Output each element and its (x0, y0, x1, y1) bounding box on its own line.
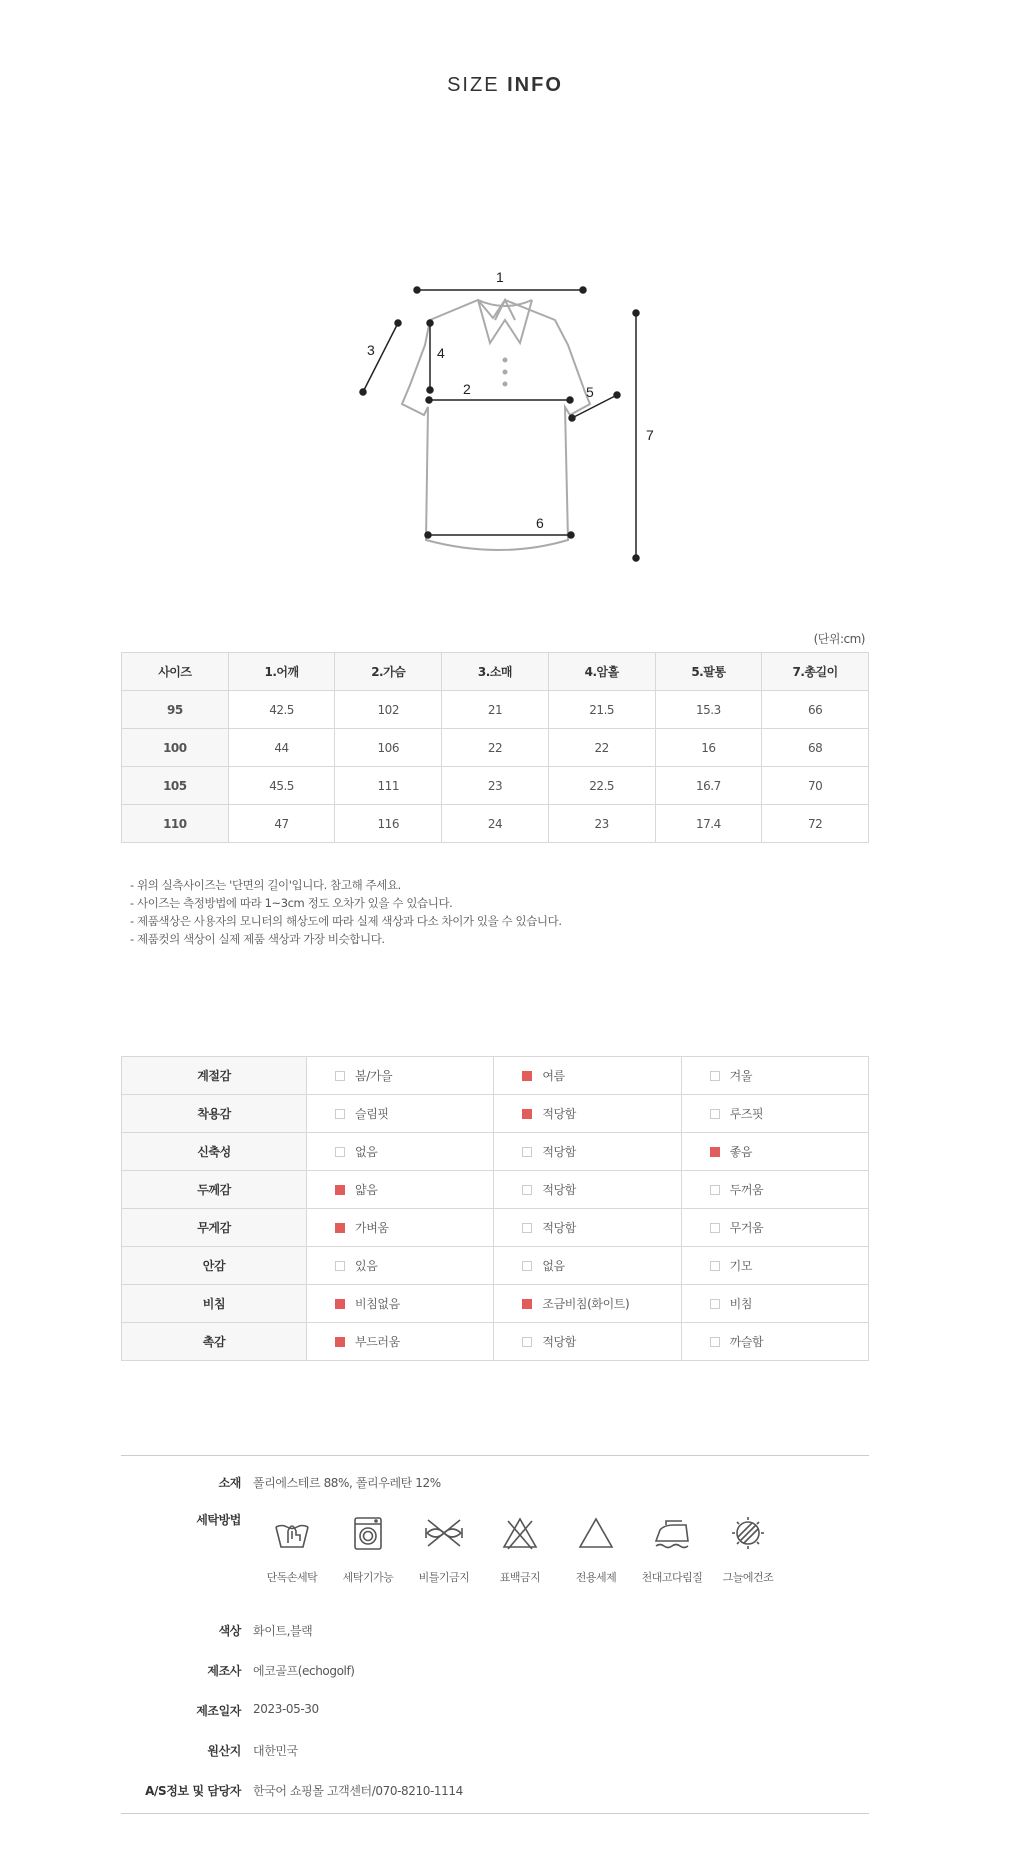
option-label: 가벼움 (355, 1221, 389, 1235)
attribute-name: 무게감 (122, 1209, 307, 1247)
option-label: 겨울 (729, 1069, 753, 1083)
armhole-header: 4.암홀 (548, 653, 655, 691)
attribute-name: 신축성 (122, 1133, 307, 1171)
measurement-cell: 45.5 (228, 767, 335, 805)
size-header: 사이즈 (122, 653, 229, 691)
unchecked-box-icon (522, 1185, 532, 1195)
attribute-row (122, 1285, 869, 1323)
note: - 사이즈는 측정방법에 따라 1~3cm 정도 오차가 있을 수 있습니다. (130, 896, 453, 910)
size-notes (130, 876, 562, 948)
unchecked-box-icon (710, 1299, 720, 1309)
attribute-option (681, 1095, 868, 1133)
label-1: 1 (496, 269, 504, 285)
sleeve-header: 3.소매 (442, 653, 549, 691)
measurement-cell: 22 (442, 729, 549, 767)
attribute-table (121, 1056, 869, 1361)
attribute-row (122, 1133, 869, 1171)
sleeve-width-header: 5.팔통 (655, 653, 762, 691)
measurement-cell: 16 (655, 729, 762, 767)
attribute-name: 촉감 (122, 1323, 307, 1361)
washing-label: 세탁방법 (196, 1513, 241, 1527)
attribute-option (307, 1247, 494, 1285)
option-label: 적당함 (542, 1221, 576, 1235)
measurement-cell: 66 (762, 691, 869, 729)
page-title (0, 74, 1010, 97)
attribute-row (122, 1323, 869, 1361)
material-label: 소재 (218, 1476, 241, 1490)
attribute-option (494, 1057, 681, 1095)
shirt-measurement-diagram (355, 262, 655, 572)
unchecked-box-icon (522, 1223, 532, 1233)
checked-box-icon (522, 1299, 532, 1309)
option-label: 두꺼움 (729, 1183, 764, 1197)
measurement-cell: 68 (762, 729, 869, 767)
option-label: 적당함 (542, 1183, 576, 1197)
attribute-row (122, 1209, 869, 1247)
option-label: 비침없음 (355, 1297, 400, 1311)
shade-dry-icon (728, 1513, 768, 1553)
color-value: 화이트,블랙 (253, 1624, 313, 1638)
attribute-option (494, 1209, 681, 1247)
measurement-cell: 16.7 (655, 767, 762, 805)
measurement-cell: 47 (228, 805, 335, 843)
size-table (121, 652, 869, 843)
attribute-option (681, 1247, 868, 1285)
chest-header: 2.가슴 (335, 653, 442, 691)
attribute-name: 두께감 (122, 1171, 307, 1209)
option-label: 얇음 (355, 1183, 378, 1197)
option-label: 적당함 (542, 1335, 576, 1349)
neutral-detergent-icon (576, 1513, 616, 1553)
buttons (503, 358, 508, 387)
attribute-option (681, 1171, 868, 1209)
label-4: 4 (437, 345, 445, 361)
option-label: 없음 (355, 1145, 378, 1159)
size-value: 95 (122, 691, 229, 729)
attribute-name: 계절감 (122, 1057, 307, 1095)
unchecked-box-icon (710, 1185, 720, 1195)
size-value: 110 (122, 805, 229, 843)
wash-item (478, 1513, 562, 1585)
unchecked-box-icon (710, 1223, 720, 1233)
wash-item (554, 1513, 638, 1585)
measurement-cell: 22 (548, 729, 655, 767)
wash-item (402, 1513, 486, 1585)
option-label: 조금비침(화이트) (542, 1297, 630, 1311)
material-value: 폴리에스테르 88%, 폴리우레탄 12% (253, 1476, 441, 1490)
option-label: 비침 (729, 1297, 753, 1311)
measurement-cell: 17.4 (655, 805, 762, 843)
title-size: SIZE (447, 74, 500, 96)
note: - 제품색상은 사용자의 모니터의 해상도에 따라 실제 색상과 다소 차이가 있을 수 있습니다. (130, 914, 562, 928)
measurement-cell: 21 (442, 691, 549, 729)
measurement-cell: 15.3 (655, 691, 762, 729)
unchecked-box-icon (335, 1147, 345, 1157)
size-row (122, 767, 869, 805)
option-label: 기모 (729, 1259, 753, 1273)
measurement-cell: 44 (228, 729, 335, 767)
as-value: 한국어 쇼핑몰 고객센터/070-8210-1114 (253, 1784, 463, 1798)
unit-label: (단위:cm) (813, 632, 865, 646)
unchecked-box-icon (335, 1109, 345, 1119)
as-label: A/S정보 및 담당자 (145, 1784, 241, 1798)
option-label: 적당함 (542, 1107, 576, 1121)
measurement-cell: 106 (335, 729, 442, 767)
no-bleach-icon (500, 1513, 540, 1553)
checked-box-icon (335, 1299, 345, 1309)
measurement-cell: 116 (335, 805, 442, 843)
label-6: 6 (536, 515, 544, 531)
washing-machine-icon (348, 1513, 388, 1553)
attribute-option (681, 1133, 868, 1171)
checked-box-icon (522, 1109, 532, 1119)
checked-box-icon (522, 1071, 532, 1081)
shoulder-header: 1.어깨 (228, 653, 335, 691)
attribute-name: 착용감 (122, 1095, 307, 1133)
attribute-option (307, 1171, 494, 1209)
option-label: 부드러움 (355, 1335, 400, 1349)
option-label: 없음 (542, 1259, 565, 1273)
option-label: 여름 (542, 1069, 565, 1083)
note: - 위의 실측사이즈는 '단면의 길이'입니다. 참고해 주세요. (130, 878, 401, 892)
size-value: 100 (122, 729, 229, 767)
label-2: 2 (463, 381, 471, 397)
origin-label: 원산지 (207, 1744, 241, 1758)
date-value: 2023-05-30 (253, 1702, 319, 1716)
option-label: 루즈핏 (729, 1107, 764, 1121)
attribute-name: 비침 (122, 1285, 307, 1323)
attribute-option (307, 1095, 494, 1133)
unchecked-box-icon (335, 1261, 345, 1271)
measurement-cell: 23 (442, 767, 549, 805)
attribute-row (122, 1247, 869, 1285)
option-label: 있음 (355, 1259, 378, 1273)
wash-label: 그늘에건조 (722, 1571, 774, 1584)
size-row (122, 805, 869, 843)
color-label: 색상 (218, 1624, 241, 1638)
low-iron-icon (652, 1513, 692, 1553)
unchecked-box-icon (335, 1071, 345, 1081)
checked-box-icon (335, 1185, 345, 1195)
attribute-option (494, 1247, 681, 1285)
attribute-option (307, 1209, 494, 1247)
wash-item (630, 1513, 714, 1585)
attribute-option (681, 1209, 868, 1247)
wash-label: 전용세제 (575, 1571, 617, 1584)
attribute-name: 안감 (122, 1247, 307, 1285)
unchecked-box-icon (710, 1071, 720, 1081)
wash-item (706, 1513, 790, 1585)
wash-label: 천대고다림질 (641, 1571, 703, 1584)
checked-box-icon (710, 1147, 720, 1157)
hand-wash-icon (272, 1513, 312, 1553)
attribute-row (122, 1057, 869, 1095)
attribute-option (681, 1285, 868, 1323)
maker-label: 제조사 (207, 1664, 241, 1678)
unchecked-box-icon (710, 1109, 720, 1119)
attribute-option (681, 1057, 868, 1095)
wash-item (326, 1513, 410, 1585)
wash-label: 표백금지 (499, 1571, 541, 1584)
product-info (121, 1455, 869, 1814)
measurement-cell: 102 (335, 691, 442, 729)
origin-value: 대한민국 (253, 1744, 298, 1758)
maker-value: 에코골프(echogolf) (253, 1664, 355, 1678)
checked-box-icon (335, 1223, 345, 1233)
wash-label: 세탁기가능 (342, 1571, 394, 1584)
title-info: INFO (507, 74, 563, 96)
size-table-header-row (122, 653, 869, 691)
wash-label: 비틀기금지 (418, 1571, 470, 1584)
checked-box-icon (335, 1337, 345, 1347)
label-7: 7 (646, 427, 654, 443)
attribute-option (307, 1133, 494, 1171)
size-row (122, 691, 869, 729)
size-value: 105 (122, 767, 229, 805)
option-label: 적당함 (542, 1145, 576, 1159)
unchecked-box-icon (522, 1337, 532, 1347)
attribute-option (494, 1171, 681, 1209)
measurement-cell: 72 (762, 805, 869, 843)
attribute-option (494, 1285, 681, 1323)
measurement-cell: 70 (762, 767, 869, 805)
attribute-option (307, 1323, 494, 1361)
unchecked-box-icon (522, 1147, 532, 1157)
note: - 제품컷의 색상이 실제 제품 색상과 가장 비슷합니다. (130, 932, 385, 946)
measurement-cell: 42.5 (228, 691, 335, 729)
option-label: 봄/가을 (355, 1069, 393, 1083)
total-length-header: 7.총길이 (762, 653, 869, 691)
option-label: 좋음 (729, 1145, 753, 1159)
size-row (122, 729, 869, 767)
option-label: 슬림핏 (355, 1107, 389, 1121)
attribute-option (681, 1323, 868, 1361)
attribute-row (122, 1095, 869, 1133)
measurement-cell: 111 (335, 767, 442, 805)
measurement-cell: 22.5 (548, 767, 655, 805)
date-label: 제조일자 (196, 1704, 241, 1718)
measurement-cell: 23 (548, 805, 655, 843)
wash-item (250, 1513, 334, 1585)
attribute-option (307, 1285, 494, 1323)
unchecked-box-icon (710, 1337, 720, 1347)
label-5: 5 (586, 384, 594, 400)
attribute-option (494, 1133, 681, 1171)
measurement-cell: 21.5 (548, 691, 655, 729)
attribute-option (307, 1057, 494, 1095)
measurement-cell: 24 (442, 805, 549, 843)
label-3: 3 (367, 342, 375, 358)
no-wring-icon (424, 1513, 464, 1553)
unchecked-box-icon (522, 1261, 532, 1271)
unchecked-box-icon (710, 1261, 720, 1271)
attribute-option (494, 1095, 681, 1133)
attribute-option (494, 1323, 681, 1361)
option-label: 까슬함 (729, 1335, 764, 1349)
wash-label: 단독손세탁 (266, 1571, 318, 1584)
attribute-row (122, 1171, 869, 1209)
option-label: 무거움 (729, 1221, 764, 1235)
